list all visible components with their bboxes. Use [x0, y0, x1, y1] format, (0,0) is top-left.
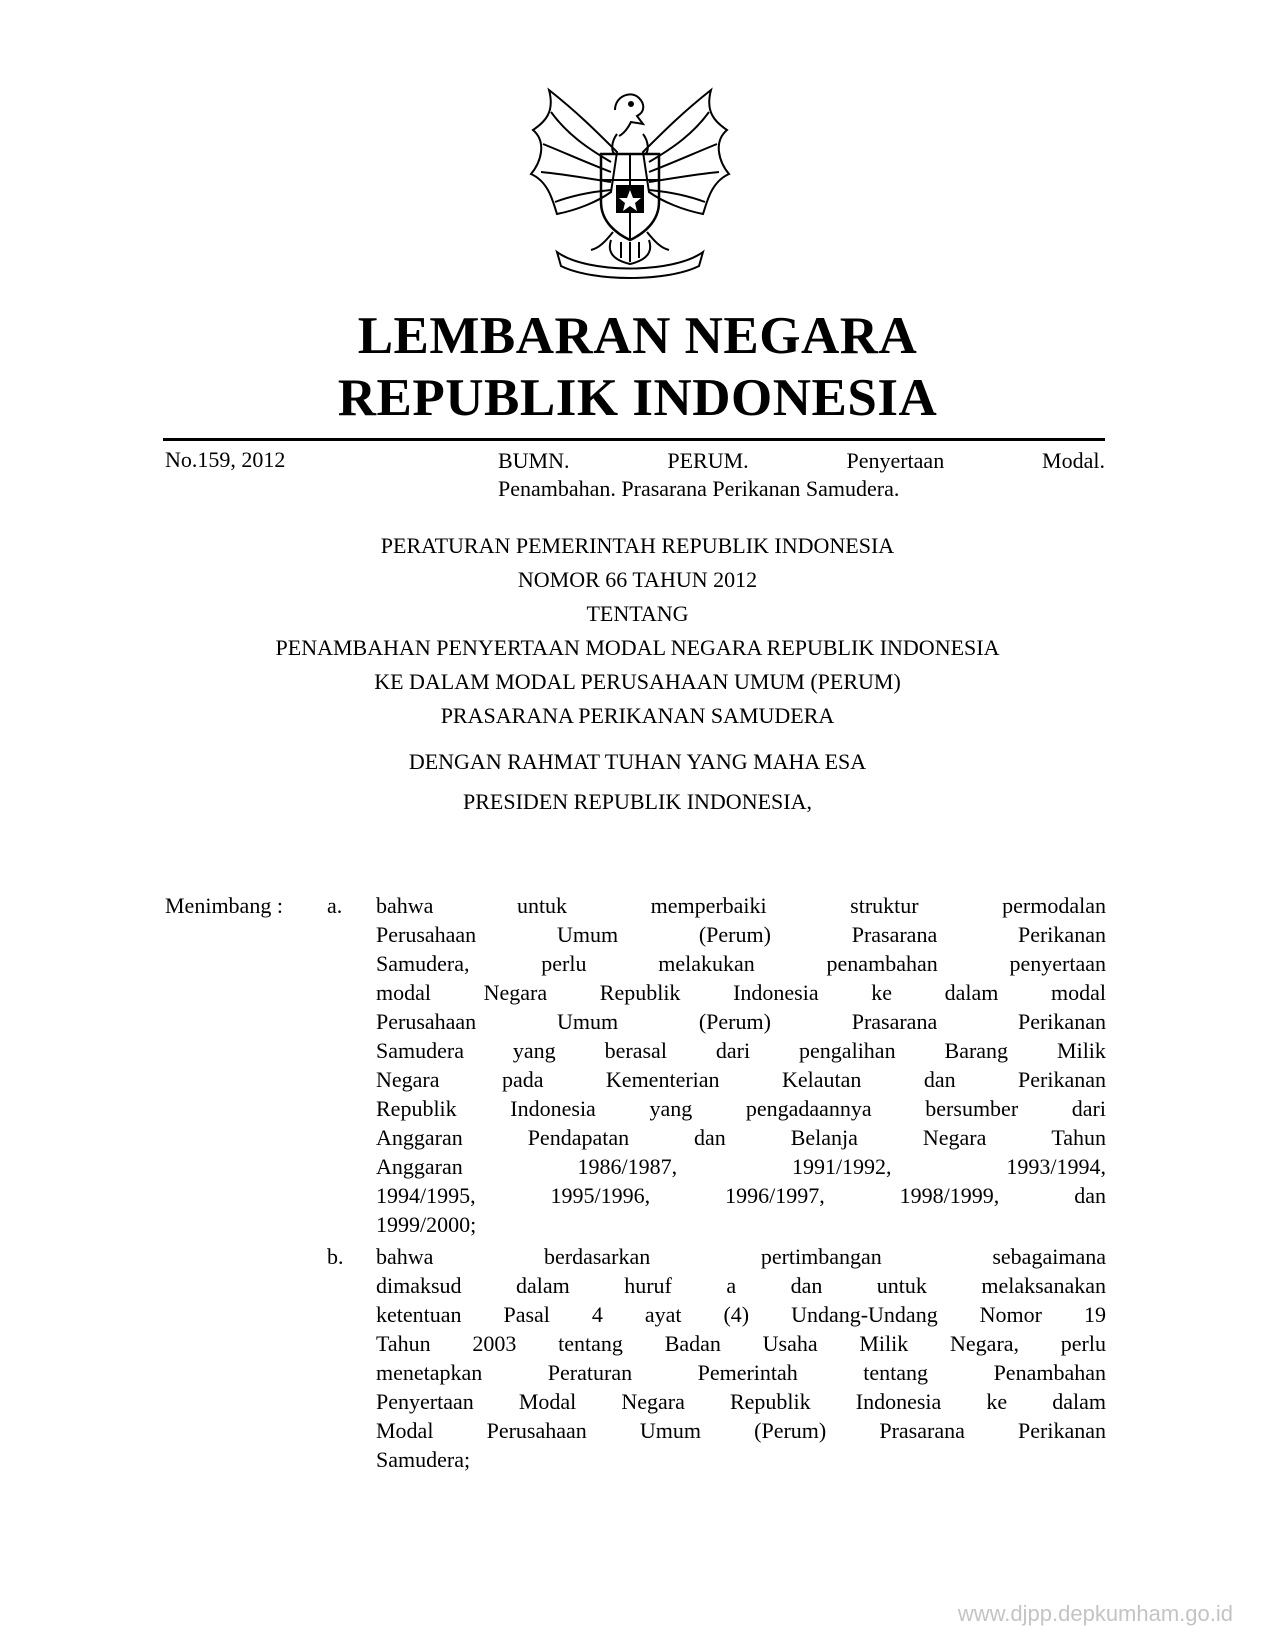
word: ketentuan: [376, 1302, 462, 1327]
masthead-subtitle: REPUBLIK INDONESIA: [337, 369, 938, 427]
word: ayat: [644, 1302, 682, 1327]
word: Usaha: [762, 1331, 818, 1356]
word: Indonesia: [510, 1096, 596, 1121]
word: Anggaran: [376, 1154, 463, 1179]
word: Pemerintah: [697, 1360, 798, 1385]
garuda-emblem: [527, 82, 733, 282]
word: dan: [694, 1125, 726, 1150]
regulation-about: TENTANG: [586, 601, 689, 626]
word: Prasarana: [851, 922, 938, 947]
word: Tahun: [1051, 1125, 1106, 1150]
text-line: [376, 1416, 1106, 1445]
word: Undang-Undang: [791, 1302, 938, 1327]
word: Perikanan: [1018, 1067, 1106, 1092]
word: berdasarkan: [543, 1244, 651, 1269]
word: 1986/1987,: [577, 1154, 678, 1179]
gazette-description: [498, 447, 1105, 503]
word: 1999/2000;: [376, 1212, 477, 1237]
word: Modal: [376, 1418, 434, 1443]
word: 4: [591, 1302, 603, 1327]
word: 1993/1994,: [1006, 1154, 1106, 1179]
word: Kementerian: [605, 1067, 720, 1092]
text-line: [376, 920, 1106, 949]
word: tentang: [863, 1360, 929, 1385]
word: (Perum): [754, 1418, 827, 1443]
text-line: [376, 1329, 1106, 1358]
word: yang: [512, 1038, 556, 1063]
source-watermark: www.djpp.depkumham.go.id: [957, 1601, 1233, 1626]
word: pengalihan: [799, 1038, 896, 1063]
president-heading: PRESIDEN REPUBLIK INDONESIA,: [463, 789, 812, 814]
word: struktur: [850, 893, 919, 918]
word: berasal: [604, 1038, 667, 1063]
word: Milik: [859, 1331, 909, 1356]
word: Anggaran: [376, 1125, 463, 1150]
word: tentang: [558, 1331, 623, 1356]
word: dan: [1074, 1183, 1106, 1208]
word: perlu: [541, 951, 587, 976]
item-marker: b.: [327, 1244, 344, 1269]
word: 1998/1999,: [899, 1183, 1000, 1208]
word: bersumber: [925, 1096, 1019, 1121]
text-line: [376, 978, 1106, 1007]
word: Umum: [556, 922, 619, 947]
word: melakukan: [658, 951, 755, 976]
word: a: [726, 1273, 737, 1298]
desc-word: PERUM.: [667, 448, 749, 473]
regulation-subject-line: PENAMBAHAN PENYERTAAN MODAL NEGARA REPUBLIK INDONESIA: [275, 635, 1000, 660]
word: Negara: [483, 980, 548, 1005]
word: Perikanan: [1018, 1418, 1106, 1443]
consideration-item-b: [376, 1242, 1106, 1474]
word: pengadaannya: [745, 1096, 872, 1121]
text-line: [376, 1210, 1106, 1239]
word: Negara: [922, 1125, 987, 1150]
word: Perikanan: [1017, 922, 1106, 947]
item-marker: a.: [327, 893, 343, 918]
word: Negara: [621, 1389, 685, 1414]
word: bahwa: [376, 893, 434, 918]
word: Umum: [639, 1418, 702, 1443]
desc-word: Penyertaan: [846, 448, 945, 473]
invocation: DENGAN RAHMAT TUHAN YANG MAHA ESA: [408, 749, 867, 774]
word: Negara,: [950, 1331, 1020, 1356]
word: Republik: [376, 1096, 457, 1121]
word: Barang: [944, 1038, 1009, 1063]
word: 1995/1996,: [550, 1183, 651, 1208]
text-line: [376, 1181, 1106, 1210]
word: Perusahaan: [376, 1009, 477, 1034]
text-line: [376, 1152, 1106, 1181]
word: 2003: [472, 1331, 517, 1356]
gazette-number: No.159, 2012: [165, 447, 286, 472]
word: penyertaan: [1009, 951, 1106, 976]
word: dan: [923, 1067, 956, 1092]
word: 1996/1997,: [725, 1183, 825, 1208]
word: untuk: [876, 1273, 927, 1298]
regulation-subject-line: PRASARANA PERIKANAN SAMUDERA: [440, 703, 835, 728]
considering-label: Menimbang :: [165, 893, 283, 918]
word: permodalan: [1002, 893, 1106, 918]
word: (4): [723, 1302, 750, 1327]
word: perlu: [1060, 1331, 1106, 1356]
word: Nomor: [979, 1302, 1042, 1327]
text-line: [376, 1358, 1106, 1387]
word: Republik: [729, 1389, 811, 1414]
word: Penambahan: [993, 1360, 1106, 1385]
header-divider: [163, 438, 1105, 441]
word: dalam: [944, 980, 999, 1005]
word: dalam: [516, 1273, 570, 1298]
desc-word: Modal.: [1042, 448, 1105, 473]
word: Milik: [1057, 1038, 1106, 1063]
word: Samudera;: [376, 1447, 471, 1472]
word: 19: [1083, 1302, 1106, 1327]
word: 1994/1995,: [376, 1183, 476, 1208]
word: Perusahaan: [486, 1418, 587, 1443]
word: Prasarana: [879, 1418, 965, 1443]
text-line: [376, 1007, 1106, 1036]
word: penambahan: [826, 951, 938, 976]
word: Umum: [556, 1009, 619, 1034]
word: ke: [871, 980, 892, 1005]
text-line: [376, 1387, 1106, 1416]
word: ke: [986, 1389, 1008, 1414]
word: Badan: [664, 1331, 721, 1356]
word: Indonesia: [855, 1389, 942, 1414]
word: Kelautan: [781, 1067, 862, 1092]
word: Penyertaan: [376, 1389, 474, 1414]
word: Perikanan: [1017, 1009, 1106, 1034]
text-line: [376, 1036, 1106, 1065]
word: Negara: [376, 1067, 440, 1092]
word: Republik: [599, 980, 681, 1005]
desc-word: BUMN.: [498, 448, 570, 473]
word: pada: [501, 1067, 544, 1092]
word: Tahun: [376, 1331, 431, 1356]
text-line: [376, 1123, 1106, 1152]
word: modal: [1051, 980, 1106, 1005]
word: Pendapatan: [527, 1125, 630, 1150]
word: sebagaimana: [992, 1244, 1106, 1269]
text-line: [376, 1094, 1106, 1123]
consideration-item-a: [376, 891, 1106, 1239]
word: huruf: [624, 1273, 672, 1298]
word: Indonesia: [733, 980, 819, 1005]
word: Perusahaan: [376, 922, 477, 947]
word: Belanja: [790, 1125, 858, 1150]
word: Samudera: [376, 1038, 464, 1063]
regulation-number: NOMOR 66 TAHUN 2012: [517, 567, 758, 592]
word: dalam: [1052, 1389, 1106, 1414]
regulation-subject-line: KE DALAM MODAL PERUSAHAAN UMUM (PERUM): [374, 669, 901, 694]
word: 1991/1992,: [791, 1154, 892, 1179]
word: dimaksud: [376, 1273, 462, 1298]
regulation-type: PERATURAN PEMERINTAH REPUBLIK INDONESIA: [380, 533, 895, 558]
text-line: [376, 1271, 1106, 1300]
word: Samudera,: [376, 951, 470, 976]
word: Prasarana: [851, 1009, 938, 1034]
word: untuk: [516, 893, 568, 918]
text-line: [376, 1242, 1106, 1271]
text-line: [376, 1065, 1106, 1094]
word: menetapkan: [376, 1360, 483, 1385]
word: (Perum): [698, 922, 771, 947]
word: modal: [376, 980, 431, 1005]
word: bahwa: [376, 1244, 434, 1269]
word: pertimbangan: [760, 1244, 882, 1269]
text-line: [376, 1300, 1106, 1329]
word: Peraturan: [547, 1360, 633, 1385]
word: Pasal: [503, 1302, 550, 1327]
masthead-title: LEMBARAN NEGARA: [357, 307, 918, 365]
word: (Perum): [698, 1009, 771, 1034]
word: dan: [790, 1273, 823, 1298]
word: melaksanakan: [981, 1273, 1106, 1298]
desc-line: Penambahan. Prasarana Perikanan Samudera.: [498, 476, 900, 501]
word: dari: [1071, 1096, 1106, 1121]
text-line: [376, 1445, 1106, 1474]
word: dari: [715, 1038, 751, 1063]
text-line: [376, 949, 1106, 978]
text-line: [376, 891, 1106, 920]
word: memperbaiki: [650, 893, 767, 918]
word: Modal: [518, 1389, 577, 1414]
word: yang: [649, 1096, 693, 1121]
